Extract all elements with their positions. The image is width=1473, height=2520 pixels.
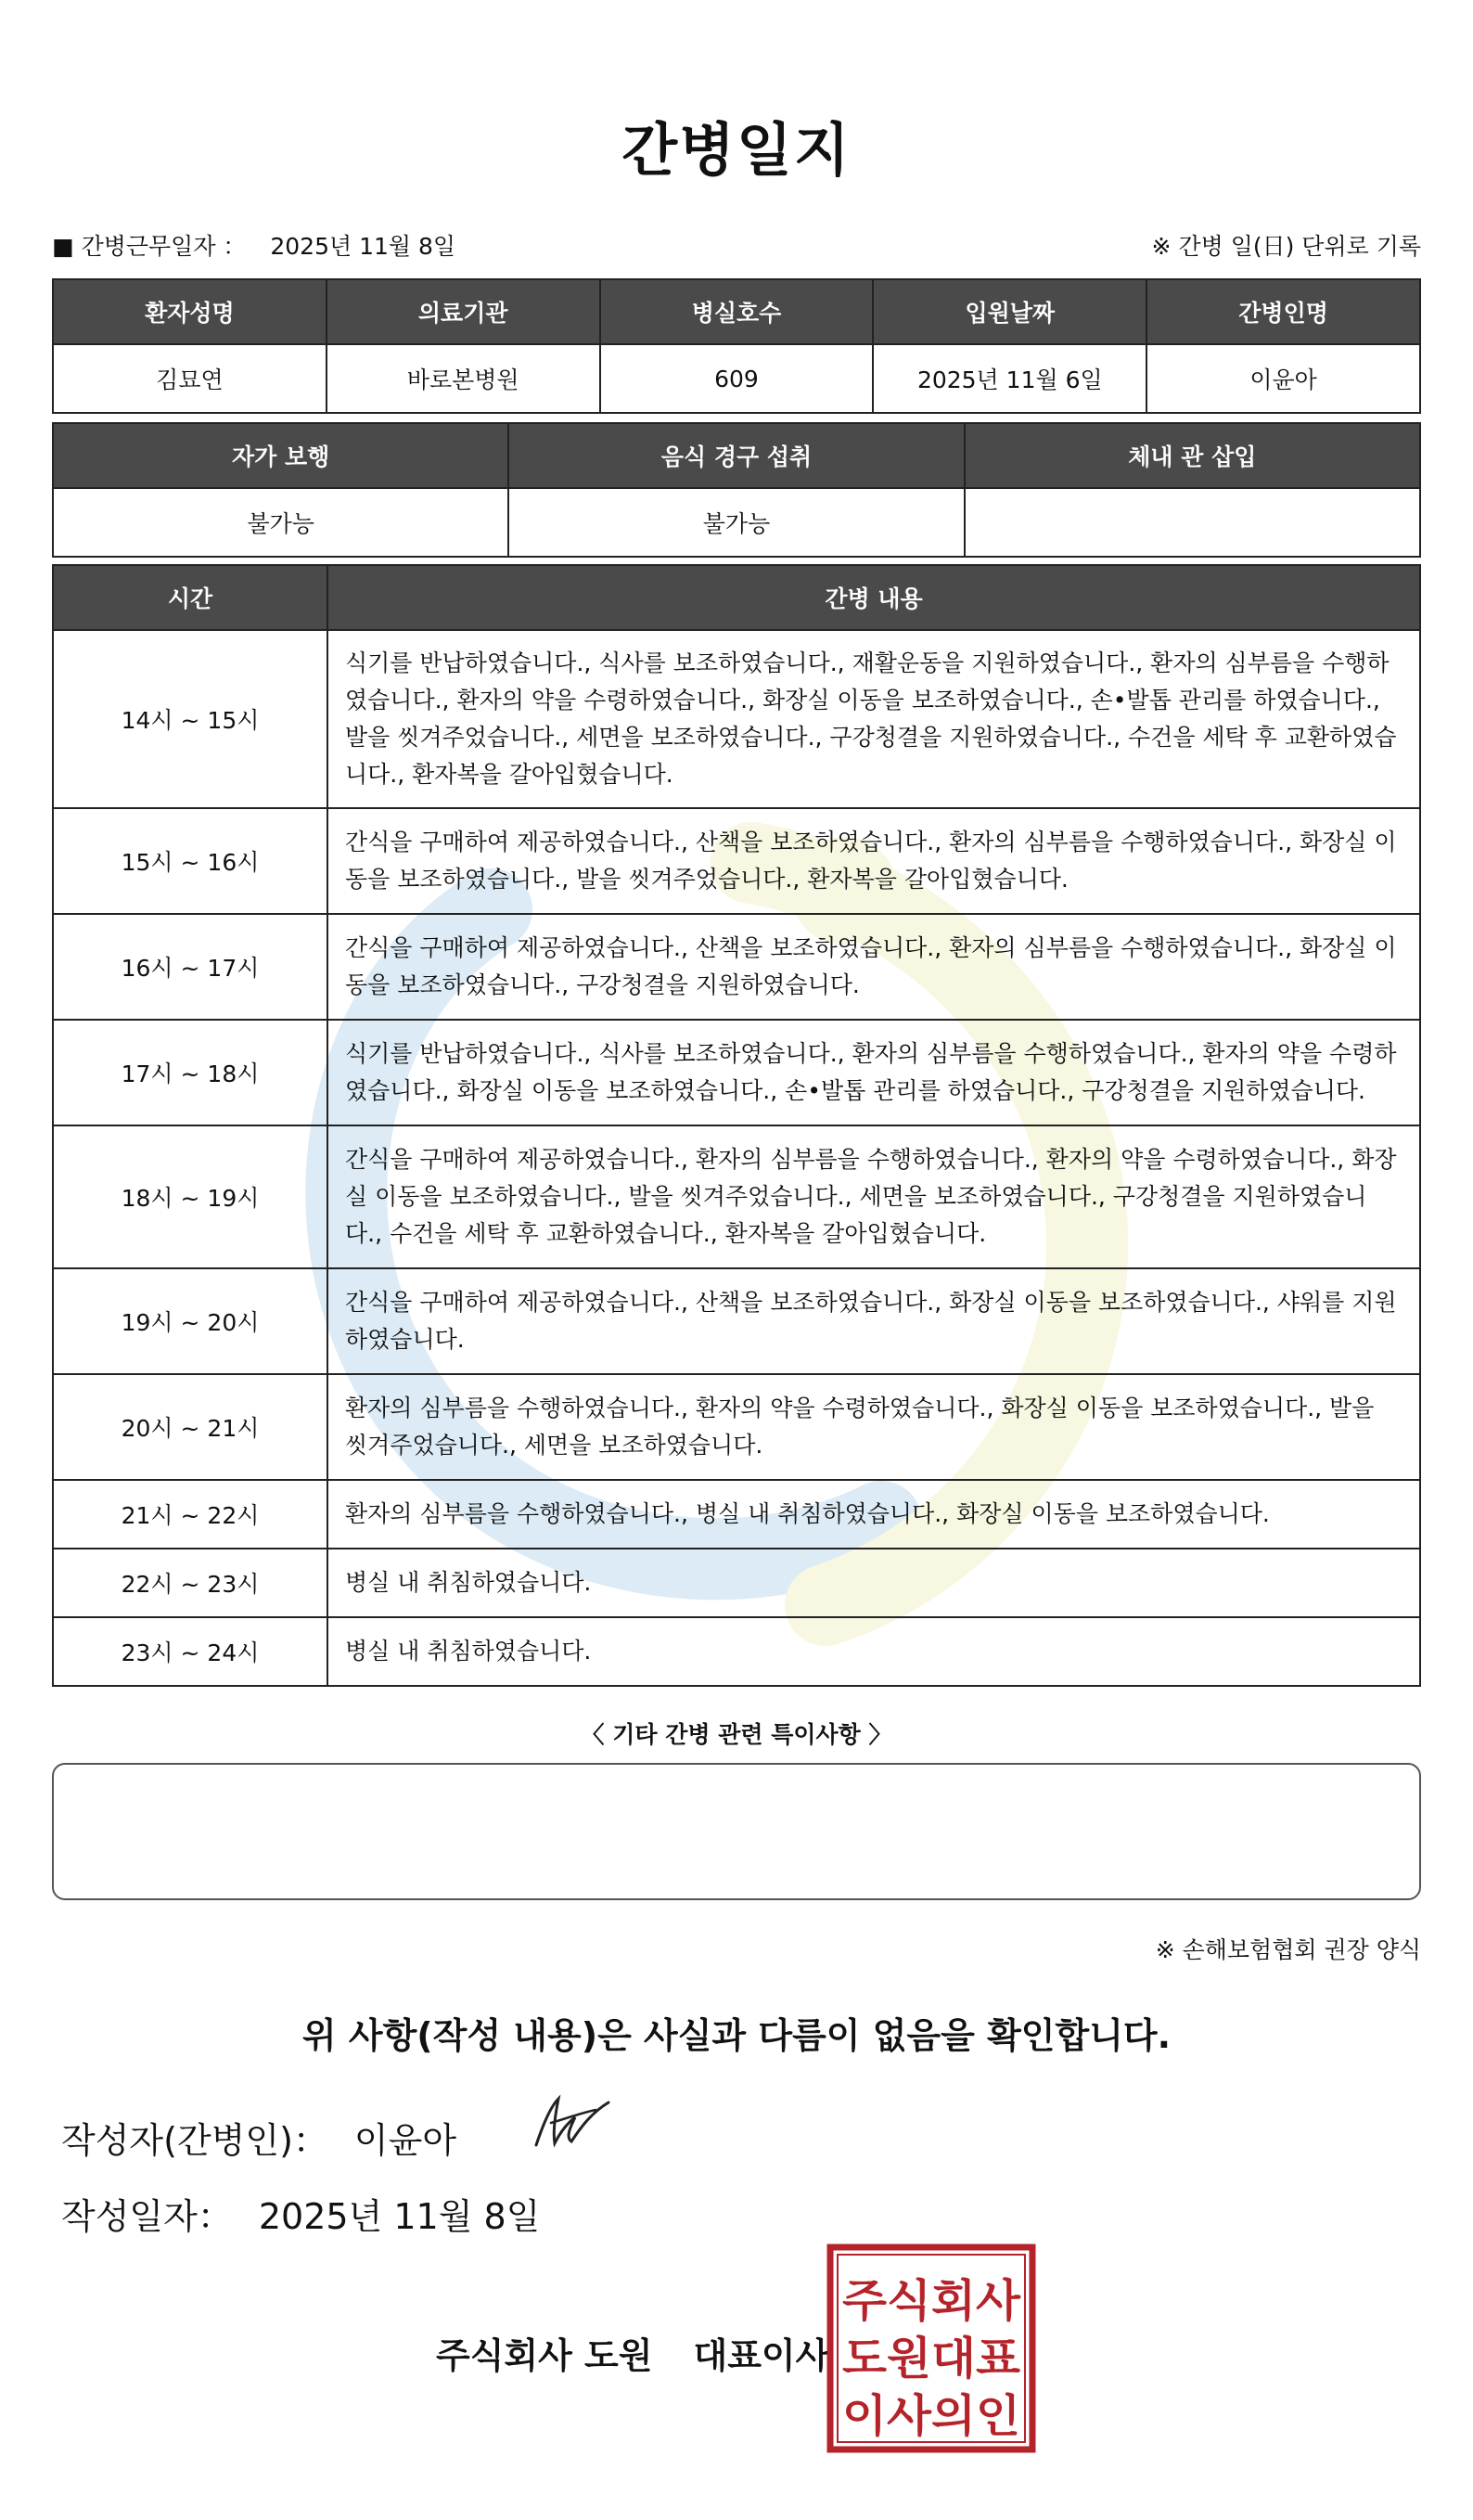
header-time: 시간 bbox=[53, 565, 327, 630]
admission-date: 2025년 11월 6일 bbox=[873, 344, 1146, 413]
time-slot: 19시 ~ 20시 bbox=[53, 1268, 327, 1374]
table-row bbox=[53, 808, 1420, 914]
table-row bbox=[53, 1549, 1420, 1617]
care-content: 식기를 반납하였습니다., 식사를 보조하였습니다., 재활운동을 지원하였습니다., 환자의 심부름을 수행하였습니다., 환자의 약을 수령하였습니다., 화장실 이동을 보조하였습니다., 손•발톱 관리를 하였습니다., 발을 씻겨주었습니다., 세면을 보조하였습니다., 구강청결을 지원하였습니다., 수건을 세탁 후 교환하였습니다., 환자복을 갈아입혔습니다. bbox=[327, 630, 1420, 808]
care-content: 병실 내 취침하였습니다. bbox=[327, 1549, 1420, 1617]
header-caregiver-name: 간병인명 bbox=[1146, 279, 1420, 344]
header-care-content: 간병 내용 bbox=[327, 565, 1420, 630]
header-patient-name: 환자성명 bbox=[53, 279, 327, 344]
company-seal-stamp bbox=[826, 2244, 1036, 2453]
table-row bbox=[53, 1374, 1420, 1480]
care-content: 병실 내 취침하였습니다. bbox=[327, 1617, 1420, 1686]
company-signoff bbox=[436, 2327, 829, 2378]
time-slot: 22시 ~ 23시 bbox=[53, 1549, 327, 1617]
special-notes-box[interactable] bbox=[52, 1763, 1421, 1900]
patient-status-table bbox=[52, 422, 1421, 558]
author-line bbox=[61, 2112, 456, 2163]
table-row bbox=[53, 1480, 1420, 1549]
care-log-table bbox=[52, 564, 1421, 1687]
written-date-label: 작성일자： bbox=[61, 2196, 233, 2237]
time-slot: 15시 ~ 16시 bbox=[53, 808, 327, 914]
self-walking-value: 불가능 bbox=[53, 488, 508, 557]
care-content: 식기를 반납하였습니다., 식사를 보조하였습니다., 환자의 심부름을 수행하였습니다., 환자의 약을 수령하였습니다., 화장실 이동을 보조하였습니다., 손•발톱 관리를 하였습니다., 구강청결을 지원하였습니다. bbox=[327, 1020, 1420, 1125]
representative-title: 대표이사 bbox=[693, 2335, 830, 2376]
time-slot: 14시 ~ 15시 bbox=[53, 630, 327, 808]
patient-info-table bbox=[52, 278, 1421, 414]
patient-name: 김묘연 bbox=[53, 344, 327, 413]
room-number: 609 bbox=[600, 344, 874, 413]
care-content: 간식을 구매하여 제공하였습니다., 산책을 보조하였습니다., 화장실 이동을 보조하였습니다., 샤워를 지원하였습니다. bbox=[327, 1268, 1420, 1374]
time-slot: 23시 ~ 24시 bbox=[53, 1617, 327, 1686]
care-content: 간식을 구매하여 제공하였습니다., 산책을 보조하였습니다., 환자의 심부름을 수행하였습니다., 화장실 이동을 보조하였습니다., 발을 씻겨주었습니다., 환자복을 갈아입혔습니다. bbox=[327, 808, 1420, 914]
seal-line-1: 주식회사 bbox=[842, 2275, 1021, 2327]
table-row bbox=[53, 914, 1420, 1020]
caregiver-name: 이윤아 bbox=[1146, 344, 1420, 413]
care-content: 간식을 구매하여 제공하였습니다., 산책을 보조하였습니다., 환자의 심부름을 수행하였습니다., 화장실 이동을 보조하였습니다., 구강청결을 지원하였습니다. bbox=[327, 914, 1420, 1020]
special-notes-title: 〈 기타 간병 관련 특이사항 〉 bbox=[581, 1721, 892, 1748]
seal-line-2: 도원대표 bbox=[842, 2333, 1021, 2385]
seal-line-3: 이사의인 bbox=[842, 2390, 1020, 2442]
company-name: 주식회사 도원 bbox=[436, 2335, 653, 2376]
header-admission-date: 입원날짜 bbox=[873, 279, 1146, 344]
work-date-value: 2025년 11월 8일 bbox=[270, 233, 456, 260]
header-self-walking: 자가 보행 bbox=[53, 423, 508, 488]
tube-insertion-value bbox=[965, 488, 1420, 557]
care-content: 환자의 심부름을 수행하였습니다., 병실 내 취침하였습니다., 화장실 이동을 보조하였습니다. bbox=[327, 1480, 1420, 1549]
oral-intake-value: 불가능 bbox=[508, 488, 964, 557]
hospital-name: 바로본병원 bbox=[327, 344, 600, 413]
document-title: 간병일지 bbox=[621, 116, 852, 184]
header-room-number: 병실호수 bbox=[600, 279, 874, 344]
care-content: 환자의 심부름을 수행하였습니다., 환자의 약을 수령하였습니다., 화장실 이동을 보조하였습니다., 발을 씻겨주었습니다., 세면을 보조하였습니다. bbox=[327, 1374, 1420, 1480]
confirmation-statement: 위 사항(작성 내용)은 사실과 다름이 없음을 확인합니다. bbox=[301, 2015, 1172, 2056]
time-slot: 18시 ~ 19시 bbox=[53, 1125, 327, 1268]
table-row bbox=[53, 630, 1420, 808]
time-slot: 16시 ~ 17시 bbox=[53, 914, 327, 1020]
recommend-note: ※ 손해보험협회 권장 양식 bbox=[1155, 1936, 1421, 1963]
table-row bbox=[53, 1268, 1420, 1374]
table-row bbox=[53, 1020, 1420, 1125]
work-date bbox=[52, 228, 455, 262]
special-notes-content bbox=[54, 1765, 1419, 1794]
header-tube-insertion: 체내 관 삽입 bbox=[965, 423, 1420, 488]
care-content: 간식을 구매하여 제공하였습니다., 환자의 심부름을 수행하였습니다., 환자의 약을 수령하였습니다., 화장실 이동을 보조하였습니다., 발을 씻겨주었습니다., 세면을 보조하였습니다., 구강청결을 지원하였습니다., 수건을 세탁 후 교환하였습니다., 환자복을 갈아입혔습니다. bbox=[327, 1125, 1420, 1268]
author-name: 이윤아 bbox=[353, 2120, 457, 2161]
time-slot: 21시 ~ 22시 bbox=[53, 1480, 327, 1549]
author-label: 작성자(간병인)： bbox=[61, 2120, 328, 2161]
time-slot: 17시 ~ 18시 bbox=[53, 1020, 327, 1125]
written-date-line bbox=[61, 2188, 540, 2239]
unit-note: ※ 간병 일(日) 단위로 기록 bbox=[1151, 233, 1421, 260]
signature-image bbox=[523, 2086, 616, 2160]
table-row bbox=[53, 1617, 1420, 1686]
header-hospital: 의료기관 bbox=[327, 279, 600, 344]
work-date-label: ■ 간병근무일자 ： bbox=[52, 233, 247, 260]
time-slot: 20시 ~ 21시 bbox=[53, 1374, 327, 1480]
written-date-value: 2025년 11월 8일 bbox=[258, 2196, 541, 2237]
header-oral-intake: 음식 경구 섭취 bbox=[508, 423, 964, 488]
table-row bbox=[53, 1125, 1420, 1268]
